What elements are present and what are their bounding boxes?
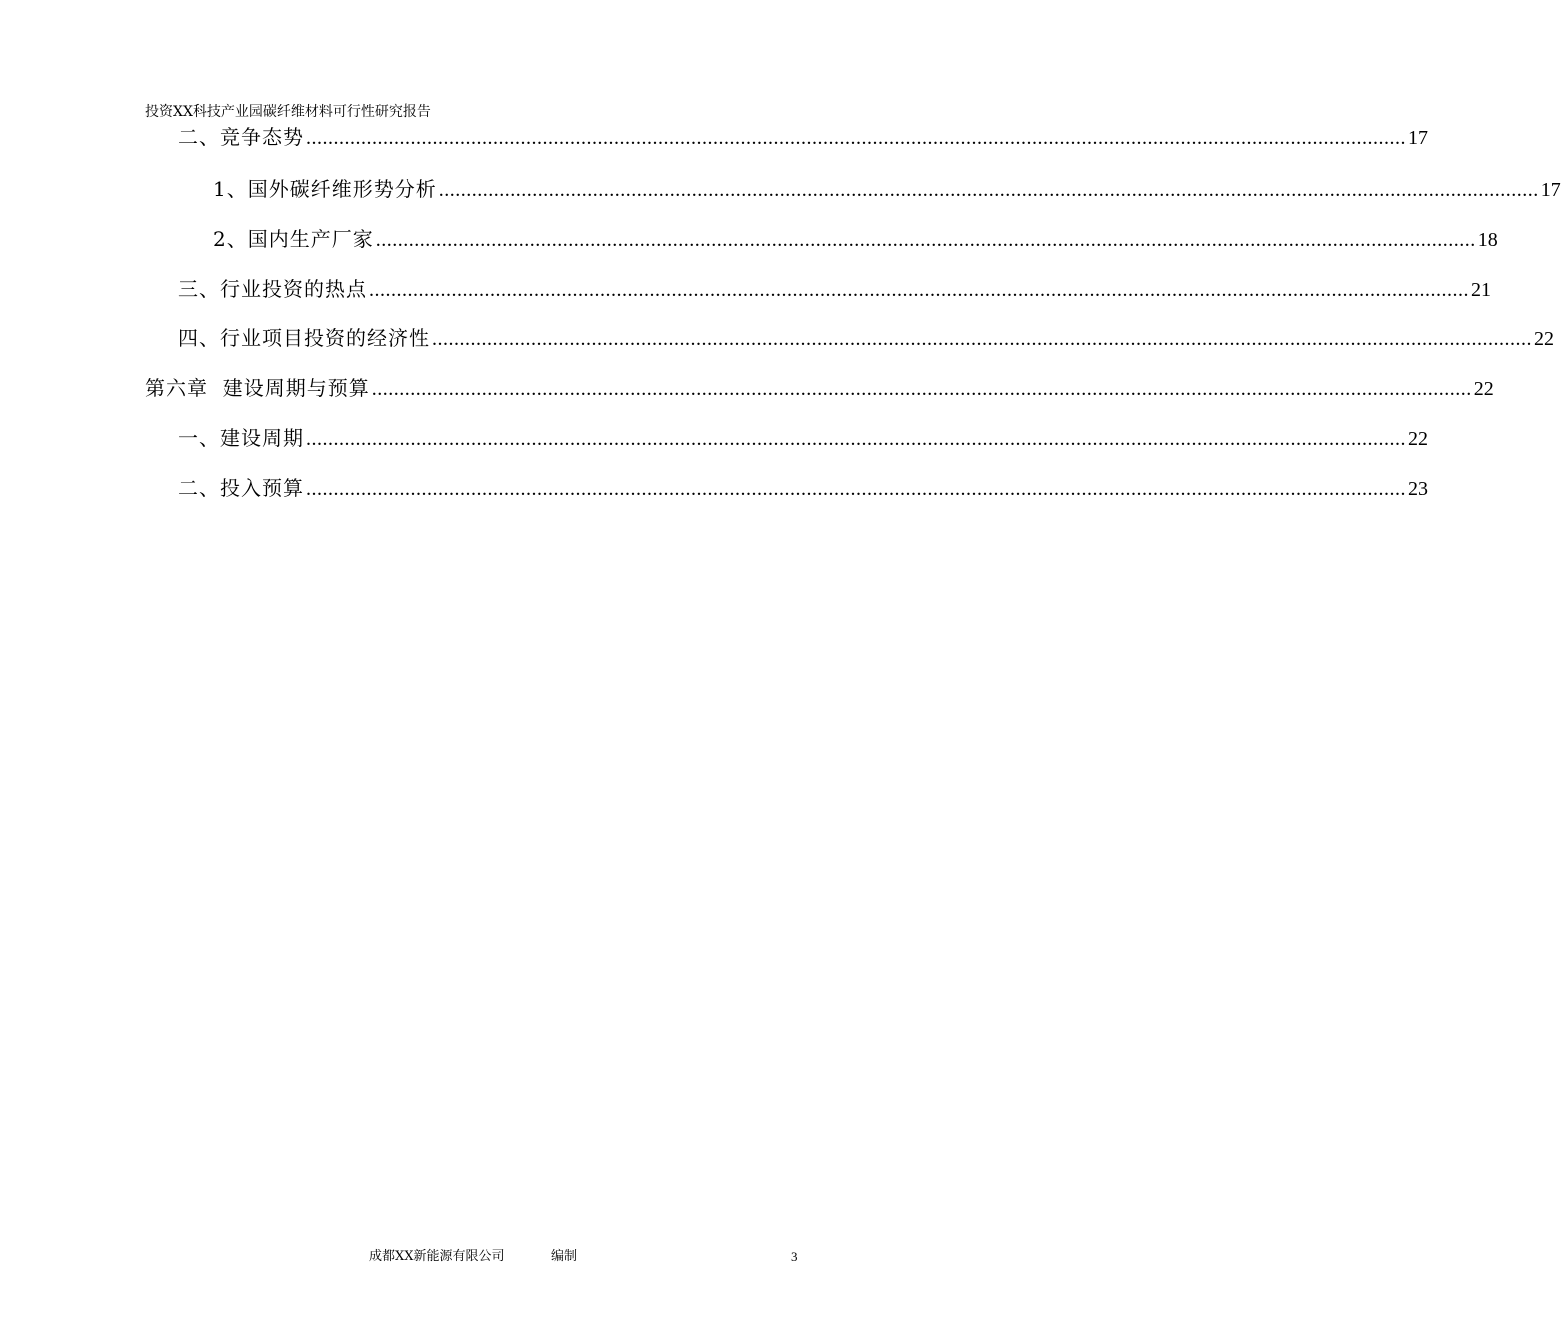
toc-page-number: 17 <box>1408 127 1428 149</box>
toc-entry-label: 四、行业项目投资的经济性 <box>178 326 430 350</box>
toc-dot-leader: ........................................................................................................................................................................................................ <box>438 179 1539 201</box>
toc-page-number: 17 <box>1540 179 1561 201</box>
toc-entry-label: 一、建设周期 <box>178 426 304 450</box>
page-header-title: 投资XX科技产业园碳纤维材料可行性研究报告 <box>145 104 431 120</box>
toc-entry[interactable] <box>213 225 1498 254</box>
toc-dot-leader: ........................................................................................................................................................................................................ <box>371 378 1472 400</box>
toc-entry[interactable] <box>178 474 1428 503</box>
toc-dot-leader: ........................................................................................................................................................................................................ <box>369 279 1469 301</box>
toc-entry-label: 二、竞争态势 <box>178 125 304 149</box>
toc-dot-leader: ........................................................................................................................................................................................................ <box>306 428 1406 450</box>
toc-entry-chapter[interactable] <box>145 374 1494 403</box>
toc-entry[interactable] <box>178 324 1554 353</box>
toc-page-number: 23 <box>1408 478 1428 500</box>
toc-page-number: 18 <box>1477 229 1498 251</box>
toc-page-number: 22 <box>1473 378 1494 400</box>
toc-dot-leader: ........................................................................................................................................................................................................ <box>306 478 1406 500</box>
toc-page-number: 21 <box>1471 279 1491 301</box>
toc-entry-label: 2、国内生产厂家 <box>213 227 374 251</box>
footer-page-number: 3 <box>791 1249 798 1264</box>
toc-entry-label: 第六章 建设周期与预算 <box>145 376 370 400</box>
toc-entry-label: 1、国外碳纤维形势分析 <box>213 177 437 201</box>
toc-dot-leader: ........................................................................................................................................................................................................ <box>432 328 1532 350</box>
footer-edit-label: 编制 <box>551 1249 578 1264</box>
footer-company: 成都XX新能源有限公司 <box>369 1249 505 1264</box>
toc-entry[interactable] <box>178 275 1491 304</box>
toc-page-number: 22 <box>1408 428 1428 450</box>
toc-dot-leader: ........................................................................................................................................................................................................ <box>306 127 1406 149</box>
toc-dot-leader: ........................................................................................................................................................................................................ <box>375 229 1476 251</box>
toc-entry[interactable] <box>178 123 1428 152</box>
toc-entry[interactable] <box>178 424 1428 453</box>
toc-entry-label: 三、行业投资的热点 <box>178 277 367 301</box>
toc-entry-label: 二、投入预算 <box>178 476 304 500</box>
toc-entry[interactable] <box>213 175 1561 204</box>
toc-page-number: 22 <box>1534 328 1554 350</box>
